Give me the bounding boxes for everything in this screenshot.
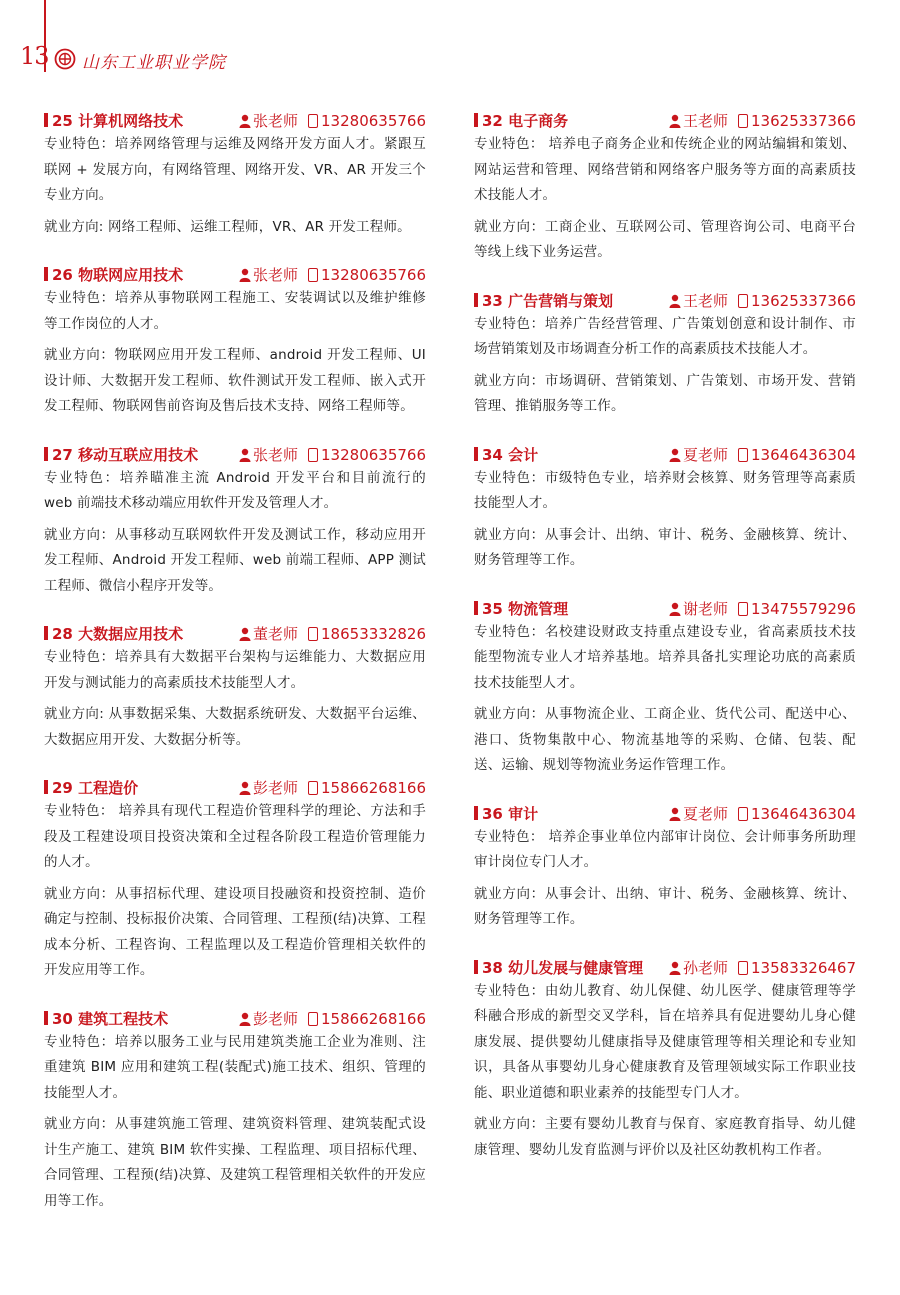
person-icon: [239, 1012, 251, 1026]
major-title: 38 幼儿发展与健康管理: [482, 958, 644, 977]
major-title: 32 电子商务: [482, 112, 569, 130]
contact-info: [239, 777, 426, 798]
contact-info: [669, 110, 856, 131]
phone-number: 15866268166: [321, 779, 426, 797]
teacher-name: 董老师: [253, 625, 299, 643]
phone-number: 13280635766: [321, 445, 426, 464]
phone-number: 13583326467: [751, 958, 856, 977]
major-feature: 专业特色： 培养电子商务企业和传统企业的网站编辑和策划、网站运营和管理、网络营销和网络客户服务等方面的高素质技术技能人才。: [474, 136, 856, 203]
major-feature: 专业特色：培养网络管理与运维及网络开发方面人才。紧跟互联网 + 发展方向，有网络管理、网络开发、VR、AR 开发三个专业方向。: [44, 136, 426, 203]
heading-marker: [44, 1011, 48, 1025]
right-column: [474, 108, 856, 1185]
teacher-name: 王老师: [683, 112, 729, 130]
major-feature: 专业特色： 培养具有现代工程造价管理科学的理论、方法和手段及工程建设项目投资决策和全过程各阶段工程造价管理能力的人才。: [44, 803, 426, 870]
major-career: 就业方向：从事会计、出纳、审计、税务、金融核算、统计、财务管理等工作。: [474, 526, 856, 568]
major-title: 27 移动互联应用技术: [52, 445, 199, 464]
school-name: 山东工业职业学院: [82, 53, 226, 73]
contact-info: [669, 598, 856, 619]
person-icon: [669, 114, 681, 128]
contact-info: [239, 1008, 426, 1029]
major-section: [474, 955, 856, 1164]
major-title: 29 工程造价: [52, 779, 139, 797]
major-section: [44, 108, 426, 240]
major-feature: 专业特色：市级特色专业，培养财会核算、财务管理等高素质技能型人才。: [474, 469, 856, 511]
major-heading: [44, 262, 426, 286]
major-career: 就业方向：工商企业、互联网公司、管理咨询公司、电商平台等线上线下业务运营。: [474, 218, 856, 260]
major-title: 33 广告营销与策划: [482, 291, 614, 310]
left-column: [44, 108, 426, 1236]
major-section: [474, 442, 856, 574]
heading-marker: [474, 293, 478, 307]
major-heading: [474, 108, 856, 132]
heading-marker: [44, 626, 48, 640]
phone-icon: [738, 961, 748, 975]
major-feature: 专业特色：名校建设财政支持重点建设专业，省高素质技术技能型物流专业人才培养基地。培养具备扎实理论功底的高素质技术技能型人才。: [474, 623, 856, 691]
major-title: 25 计算机网络技术: [52, 112, 184, 130]
page-header: [0, 0, 900, 80]
major-career: 就业方向: 从事数据采集、大数据系统研发、大数据平台运维、大数据应用开发、大数据分析等。: [44, 706, 426, 748]
contact-info: [669, 803, 856, 824]
phone-number: 13625337366: [751, 112, 856, 130]
heading-marker: [44, 780, 48, 794]
contact-info: [239, 444, 426, 465]
heading-marker: [474, 113, 478, 127]
phone-icon: [308, 448, 318, 462]
phone-icon: [738, 294, 748, 308]
person-icon: [669, 448, 681, 462]
major-feature: 专业特色：培养具有大数据平台架构与运维能力、大数据应用开发与测试能力的高素质技术技能型人才。: [44, 649, 426, 691]
major-heading: [44, 775, 426, 799]
person-icon: [239, 627, 251, 641]
heading-marker: [44, 447, 48, 461]
heading-marker: [44, 113, 48, 127]
phone-icon: [308, 268, 318, 282]
person-icon: [239, 268, 251, 282]
major-title: 34 会计: [482, 445, 539, 464]
phone-number: 13280635766: [321, 266, 426, 284]
major-career: 就业方向: 网络工程师、运维工程师，VR、AR 开发工程师。: [44, 218, 411, 235]
major-section: [44, 262, 426, 420]
heading-marker: [474, 447, 478, 461]
school-logo-icon: [54, 48, 76, 70]
major-section: [474, 288, 856, 420]
person-icon: [239, 448, 251, 462]
phone-number: 13280635766: [321, 112, 426, 130]
phone-icon: [308, 1012, 318, 1026]
heading-marker: [474, 601, 478, 615]
phone-icon: [308, 114, 318, 128]
page-number: 13: [20, 42, 49, 70]
contact-info: [669, 290, 856, 311]
teacher-name: 王老师: [683, 291, 729, 310]
phone-icon: [738, 807, 748, 821]
phone-number: 13646436304: [751, 804, 856, 823]
major-heading: [474, 288, 856, 312]
phone-number: 15866268166: [321, 1009, 426, 1028]
major-heading: [474, 955, 856, 979]
phone-number: 13475579296: [751, 599, 856, 618]
person-icon: [669, 807, 681, 821]
major-career: 就业方向：市场调研、营销策划、广告策划、市场开发、营销管理、推销服务等工作。: [474, 372, 856, 414]
person-icon: [669, 294, 681, 308]
teacher-name: 张老师: [253, 112, 299, 130]
major-career: 就业方向：从事建筑施工管理、建筑资料管理、建筑装配式设计生产施工、建筑 BIM 软件实操、工程监理、项目招标代理、合同管理、工程预(结)决算、及建筑工程管理相关软件的开发应用等工作。: [44, 1116, 426, 1209]
major-feature: 专业特色：培养广告经营管理、广告策划创意和设计制作、市场营销策划及市场调查分析工作的高素质技术技能人才。: [474, 315, 856, 357]
contact-info: [239, 623, 426, 644]
major-section: [474, 108, 856, 266]
contact-info: [669, 444, 856, 465]
major-title: 36 审计: [482, 804, 539, 823]
major-title: 28 大数据应用技术: [52, 625, 184, 643]
contact-info: [239, 264, 426, 285]
phone-number: 18653332826: [321, 625, 426, 643]
major-heading: [474, 596, 856, 620]
major-section: [474, 801, 856, 933]
major-feature: 专业特色：培养瞄准主流 Android 开发平台和目前流行的 web 前端技术移动端应用软件开发及管理人才。: [44, 469, 426, 511]
major-career: 就业方向：从事会计、出纳、审计、税务、金融核算、统计、财务管理等工作。: [474, 885, 856, 927]
major-feature: 专业特色： 培养企事业单位内部审计岗位、会计师事务所助理审计岗位专门人才。: [474, 828, 856, 870]
person-icon: [239, 781, 251, 795]
major-career: 就业方向：从事移动互联网软件开发及测试工作，移动应用开发工程师、Android 开发工程师、web 前端工程师、APP 测试工程师、微信小程序开发等。: [44, 526, 427, 594]
teacher-name: 彭老师: [253, 1009, 299, 1028]
teacher-name: 夏老师: [683, 804, 729, 823]
phone-icon: [738, 448, 748, 462]
contact-info: [669, 957, 856, 978]
major-career: 就业方向：物联网应用开发工程师、android 开发工程师、UI 设计师、大数据开发工程师、软件测试开发工程师、嵌入式开发工程师、物联网售前咨询及售后技术支持、网络工程师等。: [44, 347, 426, 414]
heading-marker: [474, 960, 478, 974]
phone-icon: [738, 602, 748, 616]
major-section: [474, 596, 856, 779]
phone-icon: [308, 627, 318, 641]
major-heading: [474, 801, 856, 825]
heading-marker: [474, 806, 478, 820]
contact-info: [239, 110, 426, 131]
major-heading: [44, 621, 426, 645]
phone-number: 13625337366: [751, 291, 856, 310]
major-title: 35 物流管理: [482, 599, 569, 618]
person-icon: [239, 114, 251, 128]
teacher-name: 谢老师: [683, 599, 729, 618]
teacher-name: 孙老师: [683, 958, 729, 977]
major-feature: 专业特色：培养从事物联网工程施工、安装调试以及维护维修等工作岗位的人才。: [44, 290, 426, 332]
major-section: [44, 621, 426, 753]
major-heading: [44, 1006, 426, 1030]
teacher-name: 彭老师: [253, 779, 299, 797]
phone-number: 13646436304: [751, 445, 856, 464]
major-section: [44, 775, 426, 984]
major-section: [44, 1006, 426, 1215]
major-feature: 专业特色：培养以服务工业与民用建筑类施工企业为准则、注重建筑 BIM 应用和建筑工程(装配式)施工技术、组织、管理的技能型人才。: [44, 1033, 426, 1101]
major-title: 30 建筑工程技术: [52, 1009, 169, 1028]
heading-marker: [44, 267, 48, 281]
major-section: [44, 442, 426, 600]
person-icon: [669, 961, 681, 975]
phone-icon: [308, 781, 318, 795]
major-heading: [44, 108, 426, 132]
major-career: 就业方向：从事招标代理、建设项目投融资和投资控制、造价确定与控制、投标报价决策、合同管理、工程预(结)决算、工程成本分析、工程咨询、工程监理以及工程造价管理相关软件的开发应用等工作。: [44, 885, 426, 978]
teacher-name: 张老师: [253, 266, 299, 284]
major-heading: [474, 442, 856, 466]
major-career: 就业方向：从事物流企业、工商企业、货代公司、配送中心、港口、货物集散中心、物流基地等的采购、仓储、包装、配送、运输、规划等物流业务运作管理工作。: [474, 706, 856, 773]
person-icon: [669, 602, 681, 616]
major-title: 26 物联网应用技术: [52, 266, 184, 284]
teacher-name: 夏老师: [683, 445, 729, 464]
major-career: 就业方向：主要有婴幼儿教育与保育、家庭教育指导、幼儿健康管理、婴幼儿发育监测与评价以及社区幼教机构工作者。: [474, 1116, 856, 1158]
teacher-name: 张老师: [253, 445, 299, 464]
major-heading: [44, 442, 426, 466]
major-feature: 专业特色：由幼儿教育、幼儿保健、幼儿医学、健康管理等学科融合形成的新型交叉学科，旨在培养具有促进婴幼儿身心健康发展、提供婴幼儿健康指导及健康管理等相关理论和专业知识，具备从事婴幼儿身心健康教育及管理领域实际工作职业技能、职业道德和职业素养的技能型专门人才。: [474, 982, 856, 1101]
phone-icon: [738, 114, 748, 128]
